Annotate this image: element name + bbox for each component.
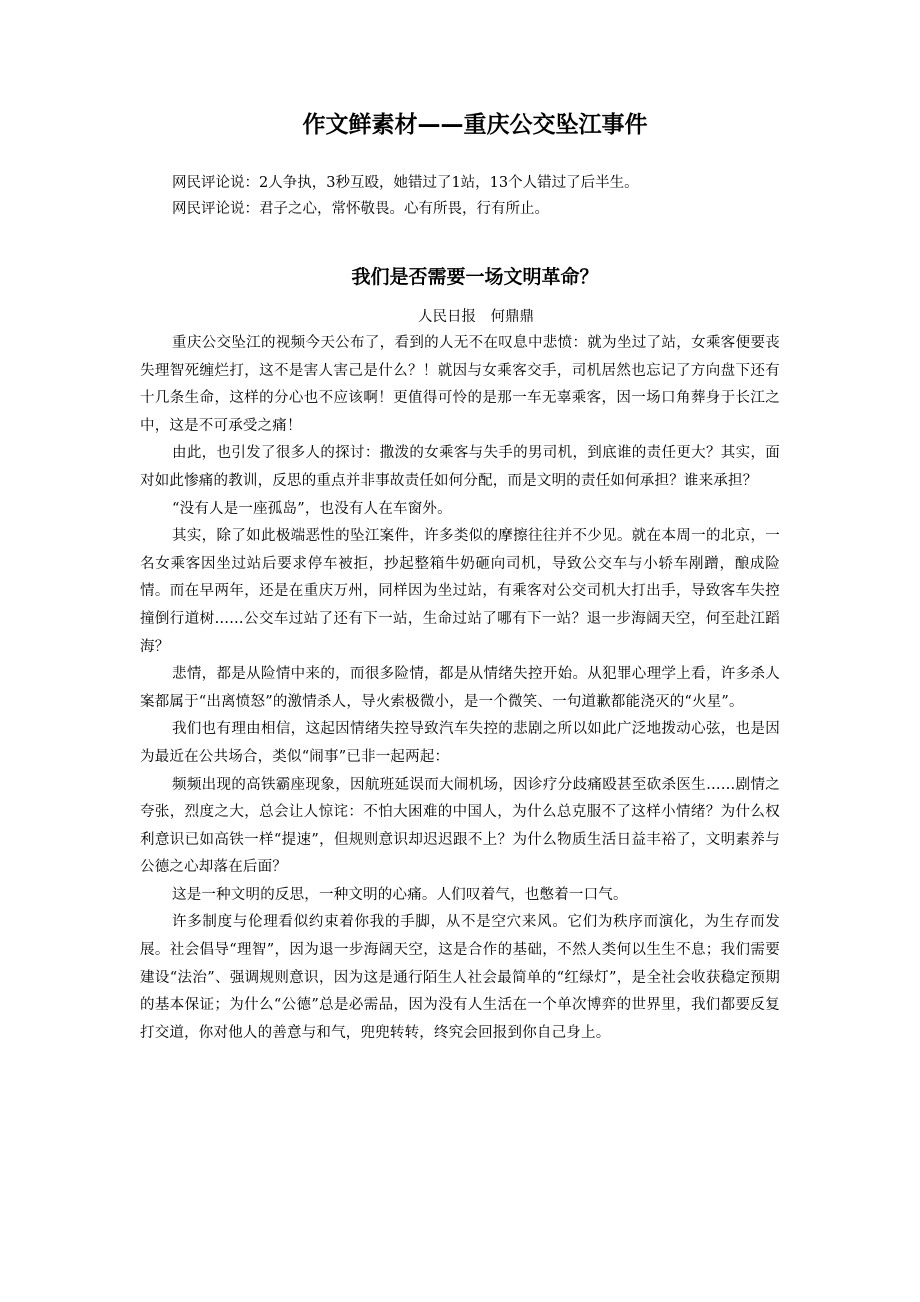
article-paragraph: 由此，也引发了很多人的探讨：撒泼的女乘客与失手的男司机，到底谁的责任更大？其实，面对如此惨痛的教训，反思的重点并非事故责任如何分配，而是文明的责任如何承担？谁来承担？	[140, 445, 780, 489]
article-paragraph: 重庆公交坠江的视频今天公布了，看到的人无不在叹息中悲愤：就为坐过了站，女乘客便要丧失理智死缠烂打，这不是害人害己是什么？！就因与女乘客交手，司机居然也忘记了方向盘下还有十几条生命，这样的分心也不应该啊！更值得可怜的是那一车无辜乘客，因一场口角葬身于长江之中，这是不可承受之痛！	[140, 335, 780, 434]
article-paragraph: 悲情，都是从险情中来的，而很多险情，都是从情绪失控开始。从犯罪心理学上看，许多杀人案都属于“出离愤怒”的激情杀人，导火索极微小，是一个微笑、一句道歉都能浇灭的“火星”。	[140, 666, 780, 710]
article-byline: 人民日报 何鼎鼎	[418, 309, 534, 325]
document-title: 作文鲜素材——重庆公交坠江事件	[302, 112, 648, 138]
article-paragraph: 这是一种文明的反思，一种文明的心痛。人们叹着气，也憋着一口气。	[172, 886, 628, 903]
document-page	[140, 108, 780, 1047]
article-paragraph: “没有人是一座孤岛”，也没有人在车窗外。	[172, 500, 452, 517]
article-paragraph: 许多制度与伦理看似约束着你我的手脚，从不是空穴来风。它们为秩序而演化，为生存而发展。社会倡导“理智”，因为退一步海阔天空，这是合作的基础，不然人类何以生生不息；我们需要建设“法治”、强调规则意识，因为这是通行陌生人社会最简单的“红绿灯”，是全社会收获稳定预期的基本保证；为什么“公德”总是必需品，因为没有人生活在一个单次博弈的世界里，我们都要反复打交道，你对他人的善意与和气，兜兜转转，终究会回报到你自己身上。	[140, 914, 780, 1041]
article-paragraph: 其实，除了如此极端恶性的坠江案件，许多类似的摩擦往往并不少见。就在本周一的北京，一名女乘客因坐过站后要求停车被拒，抄起整箱牛奶砸向司机，导致公交车与小轿车剐蹭，酿成险情。而在早两年，还是在重庆万州，同样因为坐过站，有乘客对公交司机大打出手，导致客车失控撞倒行道树……公交车过站了还有下一站，生命过站了哪有下一站？退一步海阔天空，何至赴江蹈海？	[140, 528, 780, 655]
article-paragraph: 频频出现的高铁霸座现象，因航班延误而大闹机场，因诊疗分歧痛殴甚至砍杀医生……剧情之夸张，烈度之大，总会让人惊诧：不怕大困难的中国人，为什么总克服不了这样小情绪？为什么权利意识已如高铁一样“提速”，但规则意识却迟迟跟不上？为什么物质生活日益丰裕了，文明素养与公德之心却落在后面？	[140, 776, 780, 876]
article-title: 我们是否需要一场文明革命？	[351, 266, 599, 288]
netizen-comment: 网民评论说：2人争执，3秒互殴，她错过了1站，13个人错过了后半生。	[172, 175, 639, 191]
netizen-comment: 网民评论说：君子之心，常怀敬畏。心有所畏，行有所止。	[172, 201, 549, 217]
article-body	[140, 330, 780, 1047]
article-paragraph: 我们也有理由相信，这起因情绪失控导致汽车失控的悲剧之所以如此广泛地拨动心弦，也是因为最近在公共场合，类似“闹事”已非一起两起：	[140, 721, 780, 765]
